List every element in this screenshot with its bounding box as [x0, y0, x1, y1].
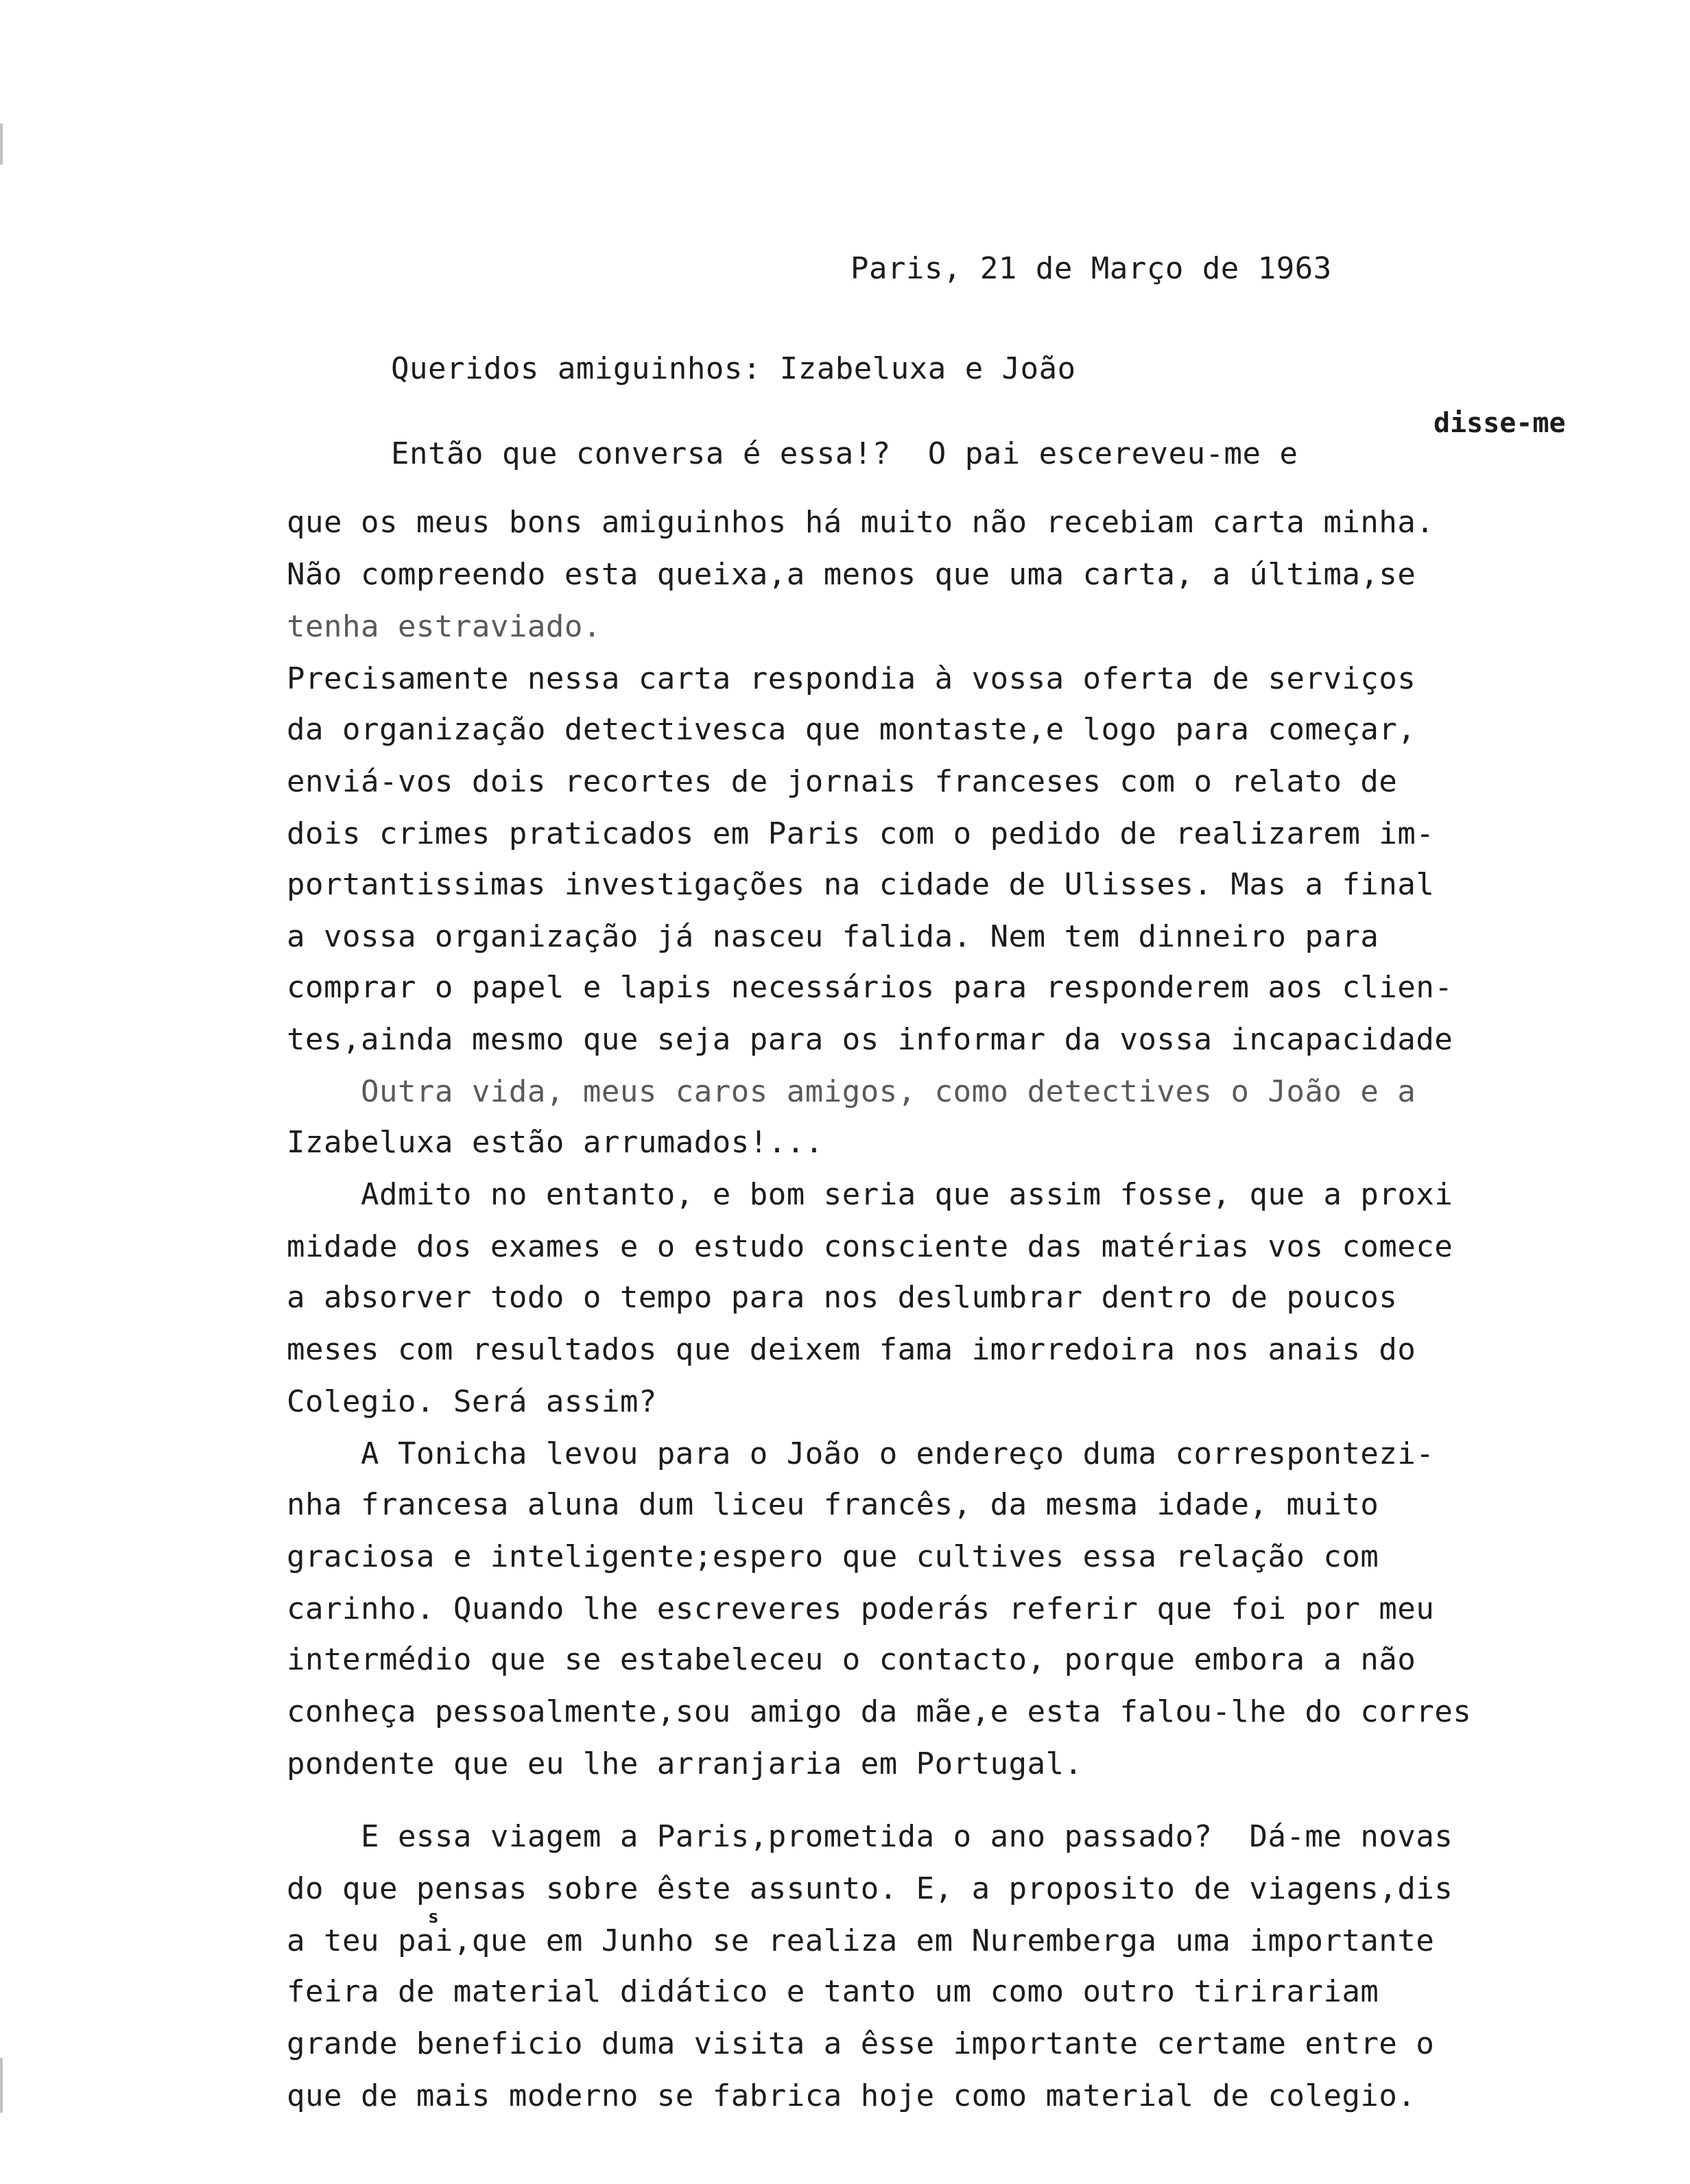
- letter-line: portantissimas investigações na cidade de Ulisses. Mas a final: [287, 867, 1435, 902]
- letter-line: enviá-vos dois recortes de jornais franceses com o relato de: [287, 764, 1398, 799]
- letter-line: Colegio. Será assim?: [287, 1384, 657, 1419]
- letter-line: dois crimes praticados em Paris com o pedido de realizarem im-: [287, 816, 1435, 851]
- letter-line: que os meus bons amiguinhos há muito não recebiam carta minha.: [287, 505, 1435, 540]
- letter-line: tenha estraviado.: [287, 609, 602, 644]
- letter-line: a absorver todo o tempo para nos deslumbrar dentro de poucos: [287, 1280, 1398, 1315]
- letter-line: meses com resultados que deixem fama imorredoira nos anais do: [287, 1332, 1416, 1367]
- letter-line: Outra vida, meus caros amigos, como detectives o João e a: [287, 1074, 1416, 1109]
- letter-line: Não compreendo esta queixa,a menos que uma carta, a última,se: [287, 557, 1416, 592]
- letter-line: a teu pai,que em Junho se realiza em Nuremberga uma importante: [287, 1923, 1435, 1958]
- letter-line: Izabeluxa estão arrumados!...: [287, 1125, 824, 1160]
- letter-line: A Tonicha levou para o João o endereço duma correspontezi-: [287, 1436, 1435, 1471]
- letter-line: a vossa organização já nasceu falida. Nem tem dinneiro para: [287, 919, 1379, 954]
- letter-line: midade dos exames e o estudo consciente das matérias vos comece: [287, 1229, 1453, 1264]
- letter-line: nha francesa aluna dum liceu francês, da mesma idade, muito: [287, 1487, 1379, 1522]
- letter-line: que de mais moderno se fabrica hoje como material de colegio.: [287, 2078, 1416, 2113]
- letter-line: Então que conversa é essa!? O pai escereveu-me e: [391, 436, 1317, 471]
- letter-salutation: Queridos amiguinhos: Izabeluxa e João: [391, 351, 1076, 386]
- letter-line: E essa viagem a Paris,prometida o ano passado? Dá-me novas: [287, 1819, 1453, 1854]
- insertion-above: disse-me: [1433, 407, 1566, 439]
- superscript-correction: s: [428, 1907, 439, 1927]
- letter-line: do que pensas sobre êste assunto. E, a proposito de viagens,dis: [287, 1871, 1453, 1906]
- letter-line: intermédio que se estabeleceu o contacto, porque embora a não: [287, 1642, 1416, 1677]
- letter-line: Admito no entanto, e bom seria que assim fosse, que a proxi: [287, 1177, 1453, 1212]
- letter-line: conheça pessoalmente,sou amigo da mãe,e esta falou-lhe do corres: [287, 1694, 1472, 1729]
- letter-line: feira de material didático e tanto um como outro tirirariam: [287, 1974, 1379, 2009]
- letter-date: Paris, 21 de Março de 1963: [850, 251, 1332, 286]
- margin-mark: [0, 2058, 3, 2113]
- letter-line: Precisamente nessa carta respondia à vossa oferta de serviços: [287, 661, 1416, 696]
- letter-line: graciosa e inteligente;espero que cultives essa relação com: [287, 1539, 1379, 1574]
- letter-line: carinho. Quando lhe escreveres poderás referir que foi por meu: [287, 1591, 1435, 1626]
- letter-line: da organização detectivesca que montaste,e logo para começar,: [287, 712, 1416, 747]
- letter-line: grande beneficio duma visita a êsse importante certame entre o: [287, 2026, 1435, 2061]
- letter-line: tes,ainda mesmo que seja para os informar da vossa incapacidade: [287, 1022, 1453, 1057]
- letter-line: pondente que eu lhe arranjaria em Portugal.: [287, 1746, 1083, 1781]
- margin-mark: [0, 123, 3, 165]
- letter-line: comprar o papel e lapis necessários para responderem aos clien-: [287, 970, 1453, 1005]
